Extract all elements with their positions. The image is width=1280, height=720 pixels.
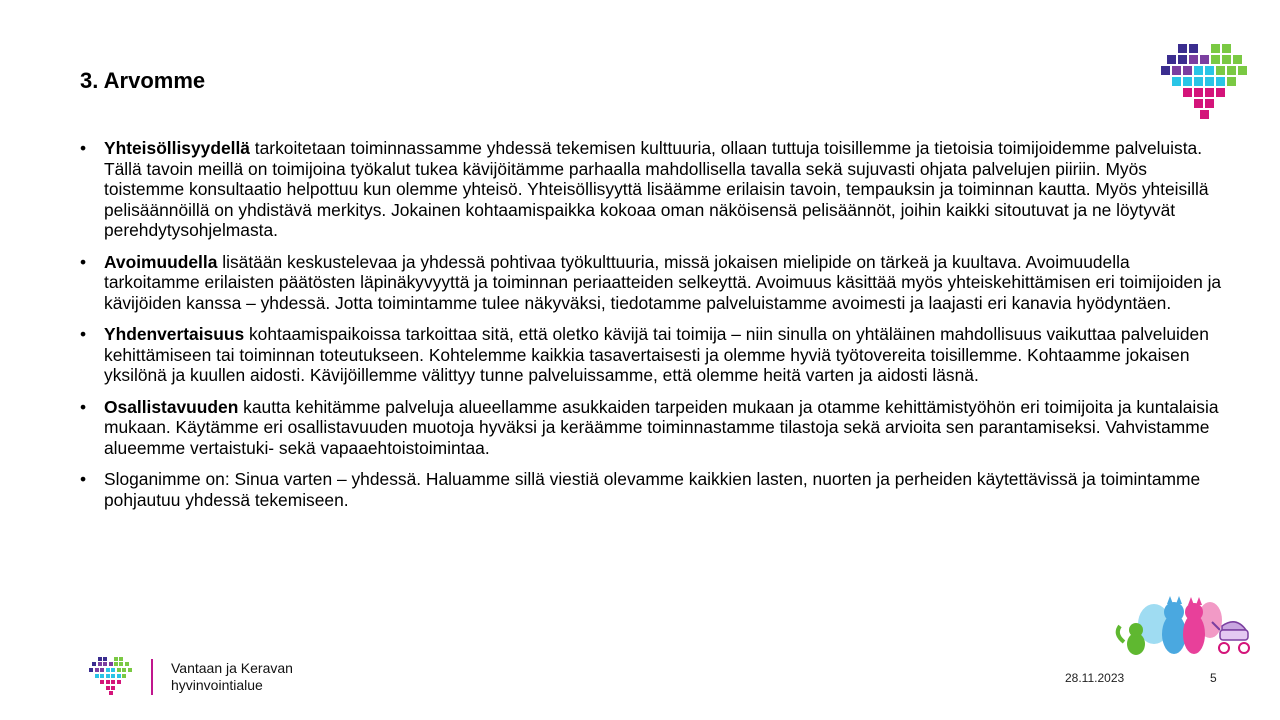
list-item: [80, 252, 1230, 314]
list-item: [80, 324, 1230, 386]
footer-divider: [151, 659, 153, 695]
value-term: Osallistavuuden: [104, 396, 239, 417]
bullet-glyph: •: [80, 138, 87, 158]
slide-title: 3. Arvomme: [80, 68, 206, 93]
page-number: 5: [1210, 671, 1217, 685]
value-description: tarkoitetaan toiminnassamme yhdessä tekemisen kulttuuria, ollaan tuttuja toisillemme ja tietoisia toimijoidemme palveluista. Tällä tavoin meillä on toimijoina työkalut tukea kävijöitämme parhaalla mahdollisella tavalla sekä sujuvasti ohjata palvelujen piiriin. Myös toistemme konsultaatio helpottuu kun olemme yhteisö. Yhteisöllisyyttä lisäämme erilaisin tavoin, tempauksin ja toiminnan kautta. Myös yhteisillä pelisäännöillä on yhdistävä merkitys. Jokainen kohtaamispaikka kokoaa oman näköisensä pelisäännöt, joihin kaikki sitoutuvat ja ne löytyvät perehdytysohjelmasta.: [104, 138, 1209, 240]
org-name-line1: Vantaan ja Keravan: [171, 660, 293, 676]
values-list: [80, 138, 1230, 521]
value-term: Yhteisöllisyydellä: [104, 138, 250, 158]
value-description: lisätään keskustelevaa ja yhdessä pohtivaa työkulttuuria, missä jokaisen mielipide on tärkeä ja kuultava. Avoimuudella tarkoitamme erilaisten päätösten läpinäkyvyyttä ja toiminnan periaatteiden selkeyttä. Avoimuus käsittää myös yhteiskehittämisen eri toimijoiden ja kävijöiden kanssa – yhdessä. Jotta toimintamme tulee näkyväksi, tiedotamme palveluistamme avoimesti ja laajasti eri kanavia hyödyntäen.: [104, 251, 1222, 313]
slogan-text: Sloganimme on: Sinua varten – yhdessä. Haluamme sillä viestiä olevamme kaikkien lasten, nuorten ja perheiden käytettävissä ja toimintamme pohjautuu yhdessä tekemiseen.: [104, 469, 1201, 510]
slide-date: 28.11.2023: [1065, 671, 1125, 685]
bullet-glyph: •: [80, 396, 87, 417]
value-description: kohtaamispaikoissa tarkoittaa sitä, että oletko kävijä tai toimija – niin sinulla on yhtäläinen mahdollisuus vaikuttaa palveluiden kehittämiseen tai toiminnan toteutukseen. Kohtelemme kaikkia tasavertaisesti ja olemme hyviä työtovereita toisillemme. Kohtaamme jokaisen yksilönä ja kuullen aidosti. Kävijöillemme välittyy tunne palveluissamme, että olemme heitä varten ja aidosti läsnä.: [104, 324, 1209, 385]
value-term: Yhdenvertaisuus: [104, 324, 245, 344]
bullet-glyph: •: [80, 251, 87, 272]
org-name-line2: hyvinvointialue: [171, 677, 263, 693]
bullet-glyph: •: [80, 324, 87, 344]
list-item: [80, 138, 1230, 241]
mascot-characters-icon: [1114, 596, 1254, 660]
value-term: Avoimuudella: [104, 251, 218, 272]
organization-name: [171, 660, 293, 694]
footer-brand-logo-icon: [88, 657, 134, 695]
heart-pixel-logo-icon: [1158, 44, 1250, 120]
list-item: [80, 397, 1230, 459]
value-description: kautta kehitämme palveluja alueellamme asukkaiden tarpeiden mukaan ja otamme kehittämistyöhön eri toimijoita ja kuntalaisia mukaan. Käytämme eri osallistavuuden muotoja hyväksi ja keräämme toiminnastamme tilastoja sekä arvioita sen parantamiseksi. Vahvistamme alueemme vertaistuki- sekä vapaaehtoistoimintaa.: [104, 396, 1219, 458]
bullet-glyph: •: [80, 469, 87, 489]
list-item: [80, 469, 1230, 510]
